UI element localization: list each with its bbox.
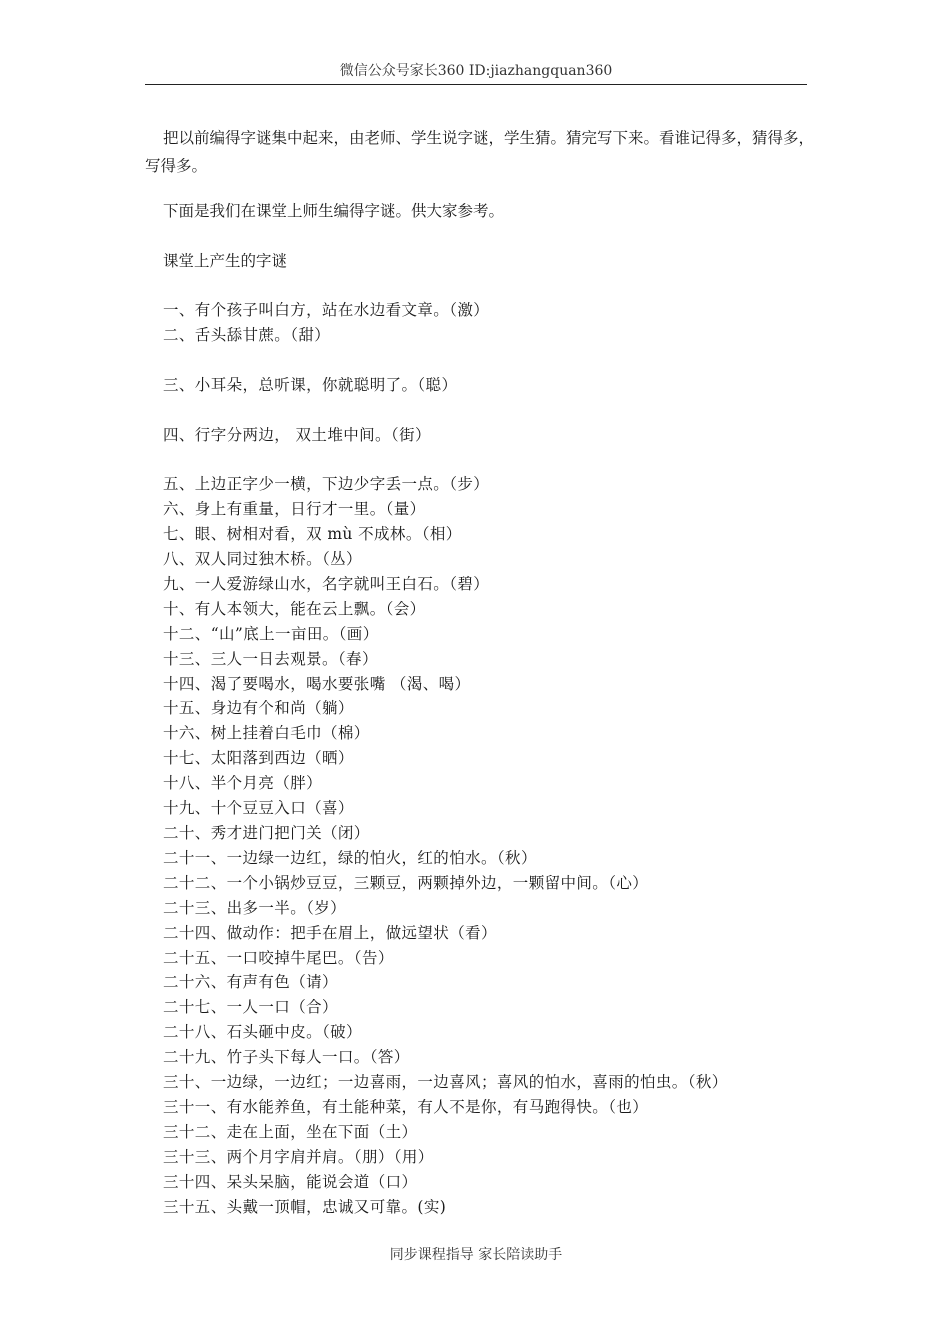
header-divider [145,84,807,85]
riddle-item: 五、上边正字少一横，下边少字丢一点。（步） [163,475,490,494]
spacer [163,447,803,472]
riddle-item: 二十一、一边绿一边红，绿的怕火，红的怕水。（秋） [163,848,537,867]
riddle-item: 二十、秀才进门把门关（闭） [163,823,370,842]
riddle-item: 三、小耳朵，总听课，你就聪明了。（聪） [163,375,458,394]
section-title: 课堂上产生的字谜 [163,252,288,270]
page-footer: 同步课程指导 家长陪读助手 [389,1247,563,1263]
page-header: 微信公众号家长360 ID:jiazhangquan360 [339,63,613,79]
riddle-item: 十五、身边有个和尚（躺） [163,699,354,718]
riddle-item: 三十、一边绿，一边红；一边喜雨，一边喜风；喜风的怕水，喜雨的怕虫。（秋） [163,1073,728,1092]
riddle-item: 十七、太阳落到西边（晒） [163,749,354,768]
riddle-item: 十四、渴了要喝水，喝水要张嘴 （渴、喝） [163,674,471,693]
spacer [163,398,803,423]
riddle-item: 二十四、做动作：把手在眉上，做远望状（看） [163,923,497,942]
riddle-list [163,298,803,1219]
riddle-item: 十九、十个豆豆入口（喜） [163,799,354,818]
riddle-item: 二十五、一口咬掉牛尾巴。（告） [163,948,394,967]
note-paragraph: 下面是我们在课堂上师生编得字谜。供大家参考。 [163,202,505,220]
riddle-item: 一、有个孩子叫白方，站在水边看文章。（激） [163,301,490,319]
riddle-item: 二十八、石头砸中皮。（破） [163,1023,362,1042]
riddle-item: 六、身上有重量，日行才一里。（量） [163,500,426,519]
riddle-item: 十八、半个月亮（胖） [163,774,323,793]
riddle-item: 四、行字分两边， 双土堆中间。（街） [163,425,431,444]
riddle-item: 三十二、走在上面，坐在下面（土） [163,1122,418,1141]
riddle-item: 七、眼、树相对看，双 mù 不成林。（相） [163,525,462,544]
riddle-item: 二十二、一个小锅炒豆豆，三颗豆，两颗掉外边，一颗留中间。（心） [163,873,649,892]
riddle-item: 十二、“山”底上一亩田。（画） [163,624,379,643]
intro-paragraph: 把以前编得字谜集中起来，由老师、学生说字谜，学生猜。猜完写下来。看谁记得多，猜得多，写得多。 [145,129,815,175]
riddle-item: 八、双人同过独木桥。（丛） [163,550,362,569]
riddle-item: 三十四、呆头呆脑，能说会道（口） [163,1172,418,1191]
riddle-item: 十、有人本领大，能在云上飘。（会） [163,599,426,618]
riddle-item: 十三、三人一日去观景。（春） [163,649,378,668]
riddle-item: 三十五、头戴一顶帽，忠诚又可靠。(实) [163,1197,447,1216]
spacer [163,348,803,373]
riddle-item: 二十九、竹子头下每人一口。（答） [163,1048,410,1067]
riddle-item: 十六、树上挂着白毛巾（棉） [163,724,370,743]
riddle-item: 三十三、两个月字肩并肩。（朋）（用） [163,1147,434,1166]
riddle-item: 九、一人爱游绿山水，名字就叫王白石。（碧） [163,574,490,593]
riddle-item: 二十七、一人一口（合） [163,998,338,1017]
riddle-item: 三十一、有水能养鱼，有土能种菜，有人不是你，有马跑得快。（也） [163,1097,649,1116]
riddle-item: 二十六、有声有色（请） [163,973,338,992]
riddle-item: 二十三、出多一半。（岁） [163,898,347,917]
riddle-item: 二、舌头舔甘蔗。（甜） [163,325,331,344]
